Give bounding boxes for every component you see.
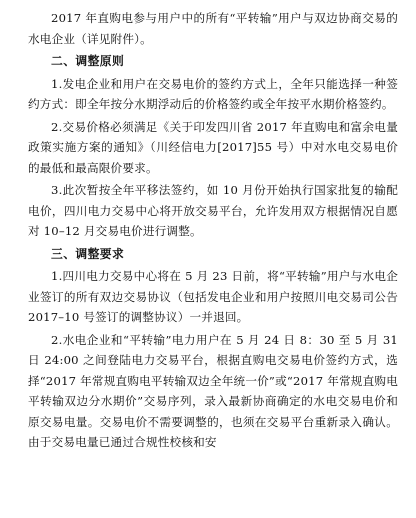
section-adjustment-principles <box>28 51 398 242</box>
section-heading: 三、调整要求 <box>51 246 125 261</box>
principle-item-1: 1.发电企业和用户在交易电价的签约方式上，全年只能选择一种签约方式：即全年按分水期浮动后的价格签约或全年按平水期价格签约。 <box>28 76 398 111</box>
principle-item-2: 2.交易价格必须满足《关于印发四川省 2017 年直购电和富余电量政策实施方案的通知》（川经信电力[2017]55 号）中对水电交易电价的最低和最高限价要求。 <box>28 119 398 175</box>
intro-paragraph: 2017 年直购电参与用户中的所有“平转输”用户与双边协商交易的水电企业（详见附件）。 <box>28 11 398 46</box>
requirement-item-2: 2.水电企业和“平转输”电力用户在 5 月 24 日 8：30 至 5 月 31 日 24:00 之间登陆电力交易平台，根据直购电交易电价签约方式，选择“2017 年常规直购电平转输双边全年统一价”或“2017 年常规直购电平转输双边分水期价”交易序列，录入最新协商确定的水电交易电价和原交易电量。交易电价不需要调整的，也须在交易平台重新录入确认。由于交易电量已通过合规性校核和安 <box>28 332 398 449</box>
principle-item-3: 3.此次暂按全年平移法签约，如 10 月份开始执行国家批复的输配电价，四川电力交易中心将开放交易平台，允许发用双方根据情况自愿对 10–12 月交易电价进行调整。 <box>28 183 398 238</box>
section-heading: 二、调整原则 <box>51 54 125 68</box>
document-body <box>28 8 398 455</box>
requirement-item-1: 1.四川电力交易中心将在 5 月 23 日前，将“平转输”用户与水电企业签订的所有双边交易协议（包括发电企业和用户按照川电交易司公告 2017–10 号签订的调整协议）一并退回。 <box>28 269 398 324</box>
section-adjustment-requirements <box>28 244 398 453</box>
